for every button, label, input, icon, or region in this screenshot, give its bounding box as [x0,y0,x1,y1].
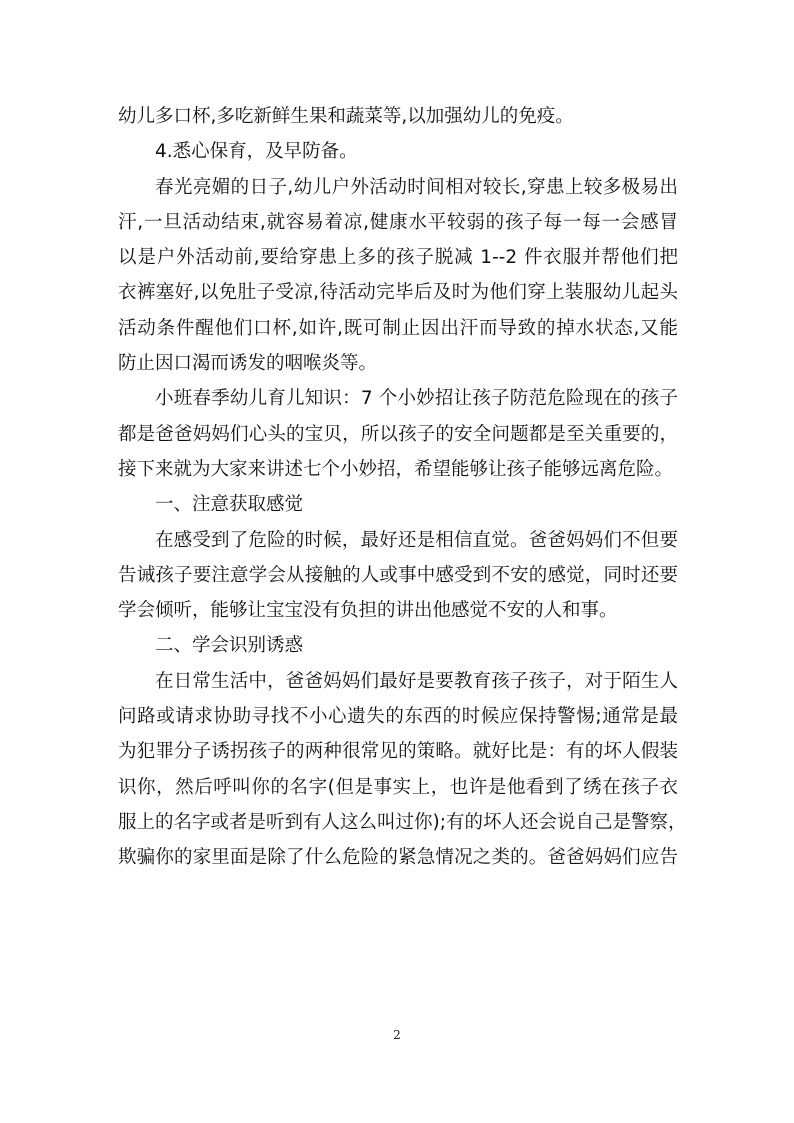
text-line: 小班春季幼儿育儿知识：7 个小妙招让孩子防范危险现在的孩子 [155,388,678,410]
text-line: 以是户外活动前,要给穿患上多的孩子脱减 1--2 件衣服并帮他们把 [118,247,678,269]
text-line: 衣裤塞好,以免肚子受凉,待活动完毕后及时为他们穿上装服幼儿起头 [118,282,678,304]
text-line: 为犯罪分子诱拐孩子的两种很常见的策略。就好比是：有的坏人假装 [118,741,678,763]
section-heading: 一、注意获取感觉 [155,494,304,516]
text-line: 春光亮媚的日子,幼儿户外活动时间相对较长,穿患上较多极易出 [155,176,678,198]
text-line: 识你，然后呼叫你的名字(但是事实上，也许是他看到了绣在孩子衣 [118,776,678,798]
text-line: 告诫孩子要注意学会从接触的人或事中感受到不安的感觉，同时还要 [118,564,678,586]
text-line: 问路或请求协助寻找不小心遗失的东西的时候应保持警惕;通常是最 [118,706,678,728]
text-line: 在日常生活中，爸爸妈妈们最好是要教育孩子孩子，对于陌生人 [155,670,678,692]
text-line: 防止因口渴而诱发的咽喉炎等。 [118,353,378,375]
text-line: 学会倾听，能够让宝宝没有负担的讲出他感觉不安的人和事。 [118,600,618,622]
text-line: 都是爸爸妈妈们心头的宝贝，所以孩子的安全问题都是至关重要的， [118,423,678,445]
page-number: 2 [393,1028,401,1042]
body-text [118,99,687,876]
section-heading: 二、学会识别诱惑 [155,635,304,657]
text-line: 活动条件醒他们口杯,如许,既可制止因出汗而导致的掉水状态,又能 [118,317,678,339]
text-line: 欺骗你的家里面是除了什么危险的紧急情况之类的。爸爸妈妈们应告 [118,847,678,869]
section-heading: 4.悉心保育，及早防备。 [155,141,358,163]
text-line: 服上的名字或者是听到有人这么叫过你);有的坏人还会说自己是警察， [118,811,687,833]
text-line: 汗,一旦活动结束,就容易着凉,健康水平较弱的孩子每一每一会感冒 [118,211,678,233]
text-line: 接下来就为大家来讲述七个小妙招，希望能够让孩子能够远离危险。 [118,458,674,480]
text-line: 幼儿多口杯,多吃新鲜生果和蔬菜等,以加强幼儿的免疫。 [118,106,574,127]
text-line: 在感受到了危险的时候，最好还是相信直觉。爸爸妈妈们不但要 [155,529,678,551]
